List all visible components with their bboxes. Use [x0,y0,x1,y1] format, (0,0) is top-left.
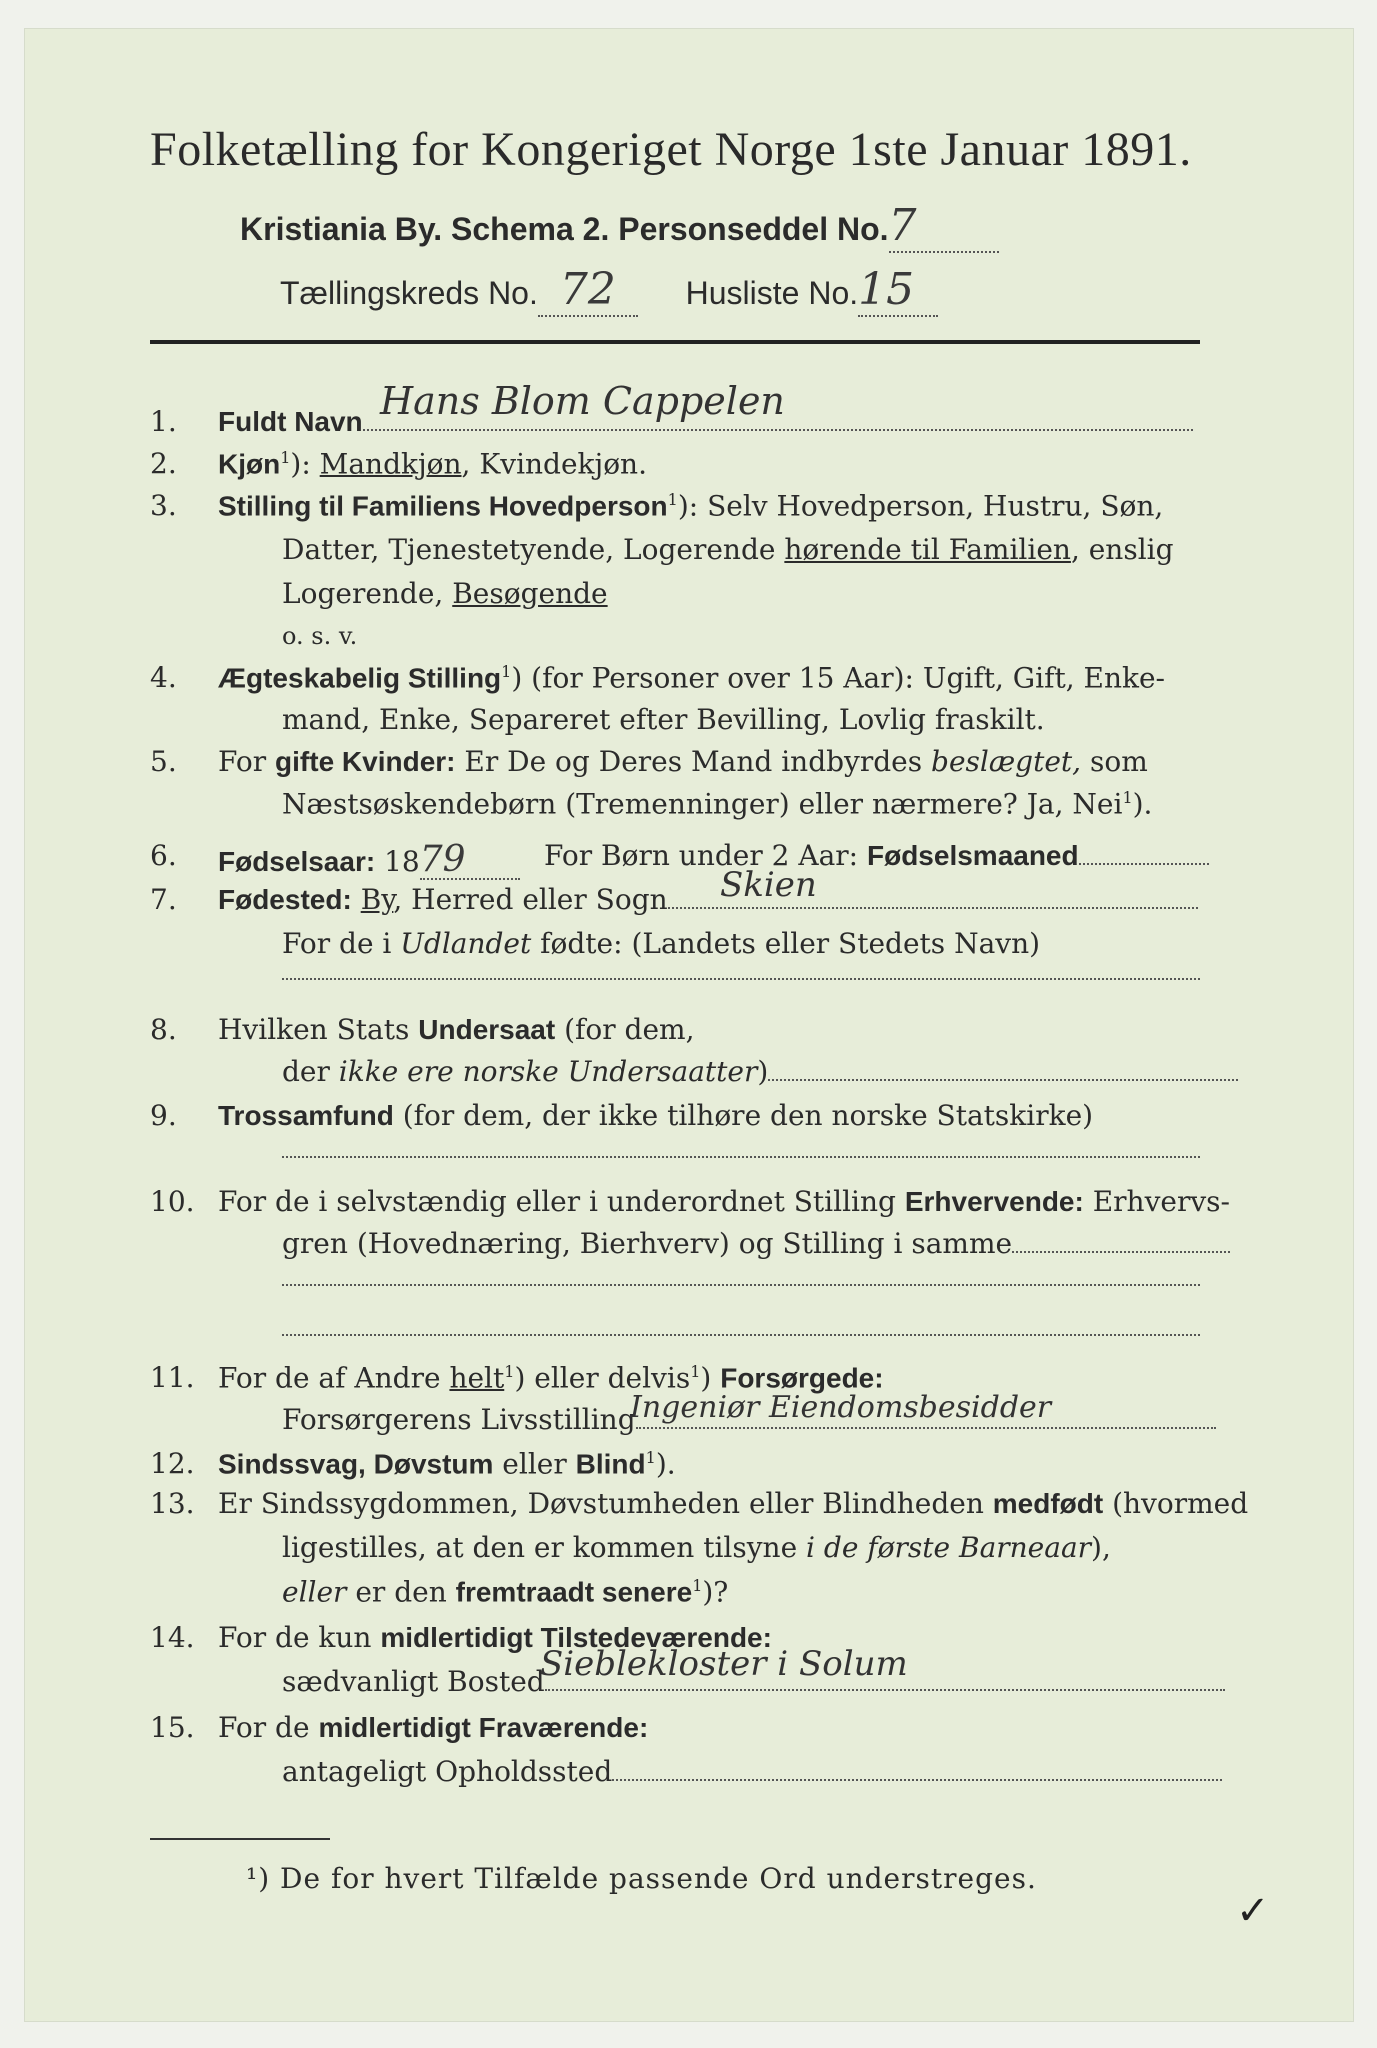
q6-label: Fødselsaar: [218,846,376,877]
q2-option-male-underlined: Mandkjøn [319,447,462,481]
q3-line-2: Datter, Tjenestetyende, Logerende hørende til Familien, enslig [282,533,1174,566]
q5-label: gifte Kvinder: [275,746,456,777]
q7-underlined-city: By [360,883,394,916]
schema-line [240,200,999,253]
q4-number: 4. [150,661,177,694]
q3-line-4: o. s. v. [282,622,358,650]
form-title: Folketælling for Kongeriget Norge 1ste Januar 1891. [150,123,1192,176]
q15-line-2: antageligt Opholdssted [282,1758,1222,1786]
q11-number: 11. [150,1361,195,1394]
q10-answer-line-2 [282,1334,1200,1336]
q14-label: midlertidigt Tilstedeværende: [380,1622,772,1653]
q8-number: 8. [150,1013,177,1046]
q3-underlined-option: hørende til Familien [784,533,1071,566]
q11-label: Forsørgede: [720,1362,884,1394]
q11-underlined-fully: helt [449,1361,505,1395]
q9-answer-line [282,1156,1200,1158]
q4-line-2: mand, Enke, Separeret efter Bevilling, Lovlig fraskilt. [282,703,1045,736]
husliste-label: Husliste No. [685,275,859,311]
q14-number: 14. [150,1621,195,1654]
q7-label: Fødested: [218,884,352,915]
q3-number: 3. [150,489,177,522]
check-mark: ✓ [1236,1888,1270,1934]
q11-line-2: Forsørgerens Livsstilling [282,1406,1216,1434]
q7-answer-line [282,978,1200,980]
q7-line-2: For de i Udlandet fødte: (Landets eller Stedets Navn) [282,927,1041,960]
q7-birthplace-handwritten: Skien [720,865,817,905]
district-line [280,264,938,317]
q9-label: Trossamfund [218,1100,394,1131]
q11-handwritten-occupation: Ingeniør Eiendomsbesidder [630,1390,1052,1425]
q15-number: 15. [150,1711,195,1744]
q4-label: Ægteskabelig Stilling [218,662,502,694]
q1-number: 1. [150,405,177,438]
q13-label: medfødt [992,1488,1104,1519]
q2-label: Kjøn [218,448,281,480]
q13-line-3: eller er den fremtraadt senere$^1$)? [282,1575,729,1609]
q1-handwritten-name: Hans Blom Cappelen [380,379,785,423]
q8-label: Undersaat [418,1014,556,1045]
q10-answer-line-1 [282,1284,1200,1286]
q2-number: 2. [150,447,177,480]
personseddel-number: 7 [889,200,999,253]
q12-number: 12. [150,1447,195,1480]
q12-label: Sindssvag, Døvstum [218,1448,494,1480]
schema-text: Kristiania By. Schema 2. Personseddel No. [240,211,889,247]
q10-line-2: gren (Hovednæring, Bierhverv) og Stilling i samme [282,1230,1230,1258]
q10-label: Erhvervende: [904,1186,1084,1217]
footnote-rule [150,1838,330,1840]
header-rule [150,340,1200,344]
q3-label: Stilling til Familiens Hovedperson [218,490,668,522]
q6-birth-year-handwritten: 79 [420,842,520,880]
q3-underlined-visitor: Besøgende [452,577,608,610]
q1-label: Fuldt Navn [218,406,363,437]
q6-month-label: Fødselsmaaned [866,840,1079,871]
q13-line-2: ligestilles, at den er kommen tilsyne i de første Barneaar), [282,1531,1111,1564]
q8-line-2: der ikke ere norske Undersaatter) [282,1058,1238,1086]
q5-line-2: Næstsøskendebørn (Tremenninger) eller nærmere? Ja, Nei$^1$). [282,787,1153,821]
footnote: ¹) De for hvert Tilfælde passende Ord understreges. [246,1862,1037,1895]
q3-line-3: Logerende, Besøgende [282,577,608,610]
q10-number: 10. [150,1185,195,1218]
tellingskreds-label: Tællingskreds No. [280,275,538,311]
tellingskreds-number: 72 [538,264,638,317]
q5-number: 5. [150,745,177,778]
q14-handwritten-residence: Sieblekloster i Solum [540,1644,908,1684]
q9-number: 9. [150,1099,177,1132]
q13-number: 13. [150,1487,195,1520]
q7-number: 7. [150,883,177,916]
q6-number: 6. [150,839,177,872]
q14-line-2: sædvanligt Bosted [282,1668,1225,1696]
q15-label: midlertidigt Fraværende: [318,1712,649,1743]
husliste-number: 15 [858,264,938,317]
